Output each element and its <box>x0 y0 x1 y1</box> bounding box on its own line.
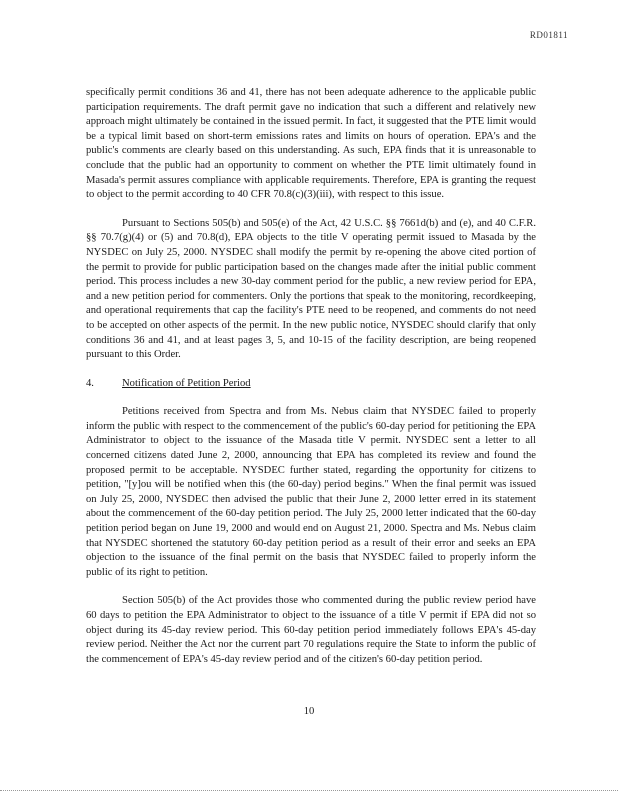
body-text <box>86 86 536 667</box>
paragraph-3: Petitions received from Spectra and from Ms. Nebus claim that NYSDEC failed to properly inform the public with respect to the commencement of the public's 60-day period for petitioning the EPA Administrator to object to the issuance of the Masada title V permit. NYSDEC sent a letter to all concerned citizens dated June 2, 2000, announcing that EPA has completed its review and found the proposed permit to be acceptable. NYSDEC further stated, regarding the opportunity for citizens to petition, "[y]ou will be notified when this (the 60-day) period begins." When the final permit was issued on July 25, 2000, NYSDEC then advised the public that their June 2, 2000 letter erred in its statement about the commencement of the 60-day petition period. The July 25, 2000 letter indicated that the 60-day petition period began on June 19, 2000 and would end on August 21, 2000. Spectra and Ms. Nebus claim that NYSDEC shortened the statutory 60-day petition period as a result of their error and seeks an EPA objection to the issuance of the final permit on the basis that NYSDEC failed to properly inform the public of its right to petition. <box>86 406 536 578</box>
section-heading <box>86 377 536 392</box>
page-number: 10 <box>303 706 315 717</box>
footer-divider <box>0 790 618 791</box>
paragraph-1: specifically permit conditions 36 and 41, there has not been adequate adherence to the applicable public participation requirements. The draft permit gave no indication that such a different and relatively new approach might ultimately be contained in the issued permit. In fact, it suggested that the PTE limit would be a typical limit based on short-term emissions rates and limits on hours of operation. EPA's and the public's comments are clearly based on this understanding. As such, EPA finds that it is unreasonable to conclude that the public had an opportunity to comment on whether the PTE limit ultimately found in Masada's permit assures compliance with applicable requirements. Therefore, EPA is granting the request to object to the permit according to 40 CFR 70.8(c)(3)(iii), with respect to this issue. <box>86 87 536 201</box>
paragraph-2: Pursuant to Sections 505(b) and 505(e) of the Act, 42 U.S.C. §§ 7661d(b) and (e), and 40 C.F.R. §§ 70.7(g)(4) or (5) and 70.8(d), EPA objects to the title V operating permit issued to Masada by the NYSDEC on July 25, 2000. NYSDEC shall modify the permit by re-opening the above cited portion of the permit to provide for public participation based on the changes made after the initial public comment period. This process includes a new 30-day comment period for the public, a new review period for EPA, and a new petition period for commenters. Only the portions that speak to the monitoring, recordkeeping, and operational requirements that cap the facility's PTE need to be reopened, and comments do not need to be accepted on other aspects of the permit. In the new public notice, NYSDEC should clarify that only conditions 36 and 41, and at least pages 3, 5, and 10-15 of the facility description, are being reopened pursuant to this Order. <box>86 217 536 361</box>
document-id: RD01811 <box>529 30 568 40</box>
paragraph-4: Section 505(b) of the Act provides those who commented during the public review period have 60 days to petition the EPA Administrator to object to the issuance of a title V permit if EPA did not so object during its 45-day review period. This 60-day petition period immediately follows EPA's 45-day review period. Neither the Act nor the current part 70 regulations require the State to inform the public of the commencement of EPA's 45-day review period and of the citizen's 60-day petition period. <box>86 595 536 665</box>
section-title: Notification of Petition Period <box>122 377 251 389</box>
section-number: 4. <box>86 377 94 389</box>
